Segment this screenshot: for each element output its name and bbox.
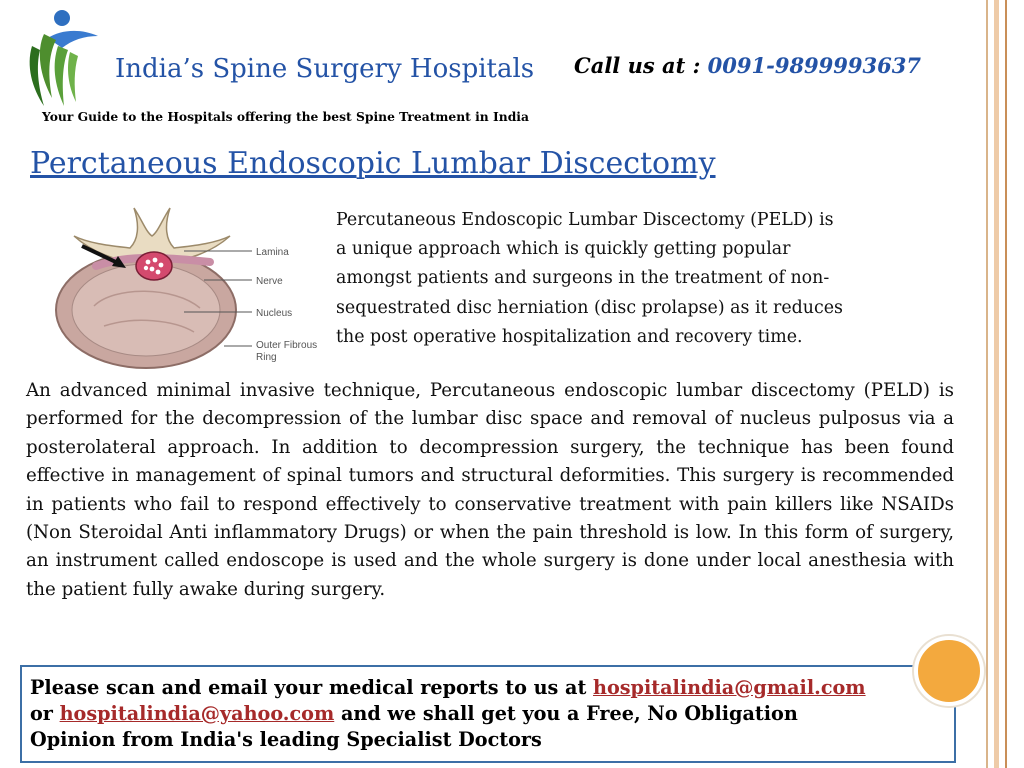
contact-line2-prefix: or	[30, 702, 60, 725]
diagram-label-lamina: Lamina	[256, 247, 289, 258]
spine-figure-icon	[18, 6, 118, 116]
email-gmail-link[interactable]: hospitalindia@gmail.com	[593, 676, 866, 699]
contact-text	[30, 675, 950, 753]
diagram-label-nucleus: Nucleus	[256, 308, 293, 319]
diagram-label-nerve: Nerve	[256, 276, 283, 287]
intro-line: the post operative hospitalization and recovery time.	[336, 326, 803, 347]
diagram-label-outer-fibrous: Outer Fibrous	[256, 340, 318, 351]
diagram-label-ring: Ring	[256, 352, 277, 363]
intro-line: a unique approach which is quickly getting popular	[336, 239, 791, 260]
decorative-circle	[914, 636, 984, 706]
page-title[interactable]: Perctaneous Endoscopic Lumbar Discectomy	[30, 146, 716, 181]
phone-number[interactable]: 0091-9899993637	[707, 53, 921, 78]
body-paragraph: An advanced minimal invasive technique, Percutaneous endoscopic lumbar discectomy (PELD) is performed for the decompression of the lumbar disc space and removal of nucleus pulposus via a posterolateral approach. In addition to decompression surgery, the technique has been found effective in management of spinal tumors and structural deformities. This surgery is recommended in patients who fail to respond effectively to conservative treatment with pain killers like NSAIDs (Non Steroidal Anti inflammatory Drugs) or when the pain threshold is low. In this form of surgery, an instrument called endoscope is used and the whole surgery is done under local anesthesia with the patient fully awake during surgery.	[26, 380, 954, 600]
contact-line3: Opinion from India's leading Specialist Doctors	[30, 728, 542, 751]
call-us	[574, 53, 921, 78]
intro-line: amongst patients and surgeons in the treatment of non-	[336, 268, 830, 289]
email-yahoo-link[interactable]: hospitalindia@yahoo.com	[59, 702, 335, 725]
decorative-border-line	[986, 0, 988, 768]
decorative-border-line	[1005, 0, 1007, 768]
decorative-border-line	[994, 0, 999, 768]
contact-line1-prefix: Please scan and email your medical reports to us at	[30, 676, 593, 699]
spine-disc-diagram	[34, 196, 324, 372]
contact-box	[20, 665, 956, 763]
site-logo[interactable]	[18, 6, 535, 124]
logo-tagline: Your Guide to the Hospitals offering the best Spine Treatment in India	[42, 109, 529, 124]
intro-line: sequestrated disc herniation (disc prolapse) as it reduces	[336, 297, 843, 318]
logo-title: India’s Spine Surgery Hospitals	[115, 54, 535, 84]
contact-line2-suffix: and we shall get you a Free, No Obligation	[334, 702, 798, 725]
intro-line: Percutaneous Endoscopic Lumbar Discectomy (PELD) is	[336, 210, 834, 230]
intro-text	[336, 206, 956, 352]
call-label: Call us at :	[574, 53, 708, 78]
